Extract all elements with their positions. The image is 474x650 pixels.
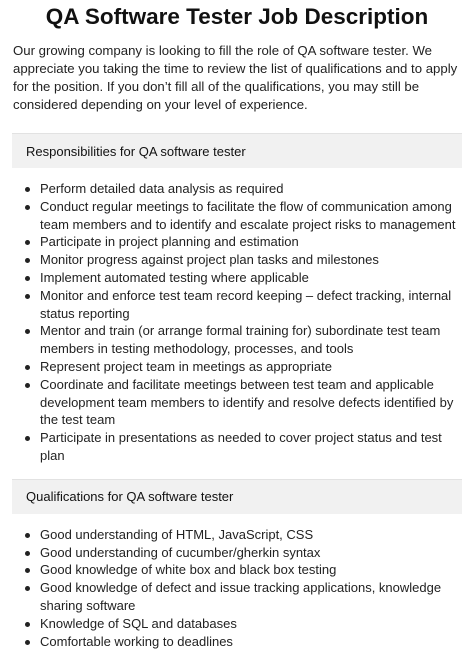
intro-paragraph: Our growing company is looking to fill the role of QA software tester. We appreciate you taking the time to review the list of qualifications and to apply for the position. If you don’t fill all of the qualifications, you may still be considered depending on your level of experience.: [13, 43, 458, 112]
list-item: Implement automated testing where applicable: [22, 269, 462, 287]
list-item: Good understanding of HTML, JavaScript, CSS: [22, 526, 462, 544]
list-item: Good understanding of cucumber/gherkin syntax: [22, 544, 462, 562]
list-item: Knowledge of SQL and databases: [22, 615, 462, 633]
list-item: Good knowledge of white box and black box testing: [22, 561, 462, 579]
list-item: Perform detailed data analysis as required: [22, 180, 462, 198]
page-title: QA Software Tester Job Description: [45, 4, 429, 29]
list-item: Comfortable working to deadlines: [22, 633, 462, 650]
responsibilities-list: [22, 180, 462, 465]
list-item: Monitor and enforce test team record keeping – defect tracking, internal status reporting: [22, 287, 462, 323]
list-item: Conduct regular meetings to facilitate the flow of communication among team members and to identify and escalate project risks to management: [22, 198, 462, 234]
list-item: Represent project team in meetings as appropriate: [22, 358, 462, 376]
list-item: Participate in project planning and estimation: [22, 233, 462, 251]
list-item: Monitor progress against project plan tasks and milestones: [22, 251, 462, 269]
qualifications-list: [22, 526, 462, 650]
list-item: Good knowledge of defect and issue tracking applications, knowledge sharing software: [22, 579, 462, 615]
qualifications-heading: Qualifications for QA software tester: [12, 479, 462, 514]
responsibilities-heading: Responsibilities for QA software tester: [12, 133, 462, 168]
list-item: Mentor and train (or arrange formal training for) subordinate test team members in testing methodology, processes, and tools: [22, 322, 462, 358]
list-item: Coordinate and facilitate meetings between test team and applicable development team members to identify and resolve defects identified by the test team: [22, 376, 462, 429]
list-item: Participate in presentations as needed to cover project status and test plan: [22, 429, 462, 465]
